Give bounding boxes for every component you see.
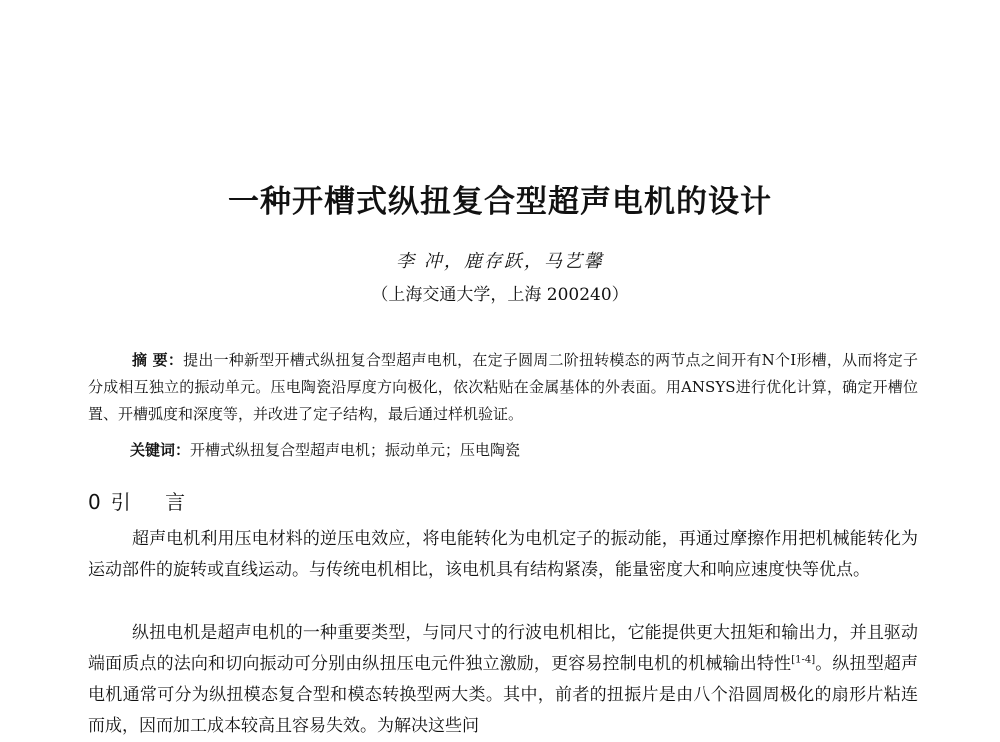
paper-affiliation: （上海交通大学，上海 200240） [371,285,629,305]
paper-authors: 李 冲，鹿存跃，马艺馨 [396,251,604,272]
abstract [88,347,918,428]
keywords-text: 开槽式纵扭复合型超声电机；振动单元；压电陶瓷 [190,441,521,459]
abstract-text: 提出一种新型开槽式纵扭复合型超声电机，在定子圆周二阶扭转模态的两节点之间开有N个I形槽，从而将定子分成相互独立的振动单元。压电陶瓷沿厚度方向极化，依次粘贴在金属基体的外表面。用ANSYS进行优化计算，确定开槽位置、开槽弧度和深度等，并改进了定子结构，最后通过样机验证。 [88,351,918,423]
intro-paragraph-2-part-b: 。纵扭型超声电机通常可分为纵扭模态复合型和模态转换型两大类。其中，前者的扭振片是由八个沿圆周极化的扇形片粘连而成，因而加工成本较高且容易失效。为解决这些问 [88,654,918,736]
paper-title: 一种开槽式纵扭复合型超声电机的设计 [228,184,772,220]
intro-paragraph-1: 超声电机利用压电材料的逆压电效应，将电能转化为电机定子的振动能，再通过摩擦作用把机械能转化为运动部件的旋转或直线运动。与传统电机相比，该电机具有结构紧凑，能量密度大和响应速度快等优点。 [88,529,918,580]
section-heading-introduction [88,486,199,515]
keywords [130,439,520,460]
abstract-label: 摘 要： [132,351,184,369]
citation-ref: [1-4] [791,654,816,666]
intro-paragraph-2-part-a: 纵扭电机是超声电机的一种重要类型，与同尺寸的行波电机相比，它能提供更大扭矩和输出力，并且驱动端面质点的法向和切向振动可分别由纵扭压电元件独立激励，更容易控制电机的机械输出特性 [88,623,918,674]
section-title: 引 言 [110,490,200,514]
keywords-label: 关键词： [130,441,191,459]
section-number: 0 [88,490,101,514]
intro-paragraph-2 [88,618,918,742]
